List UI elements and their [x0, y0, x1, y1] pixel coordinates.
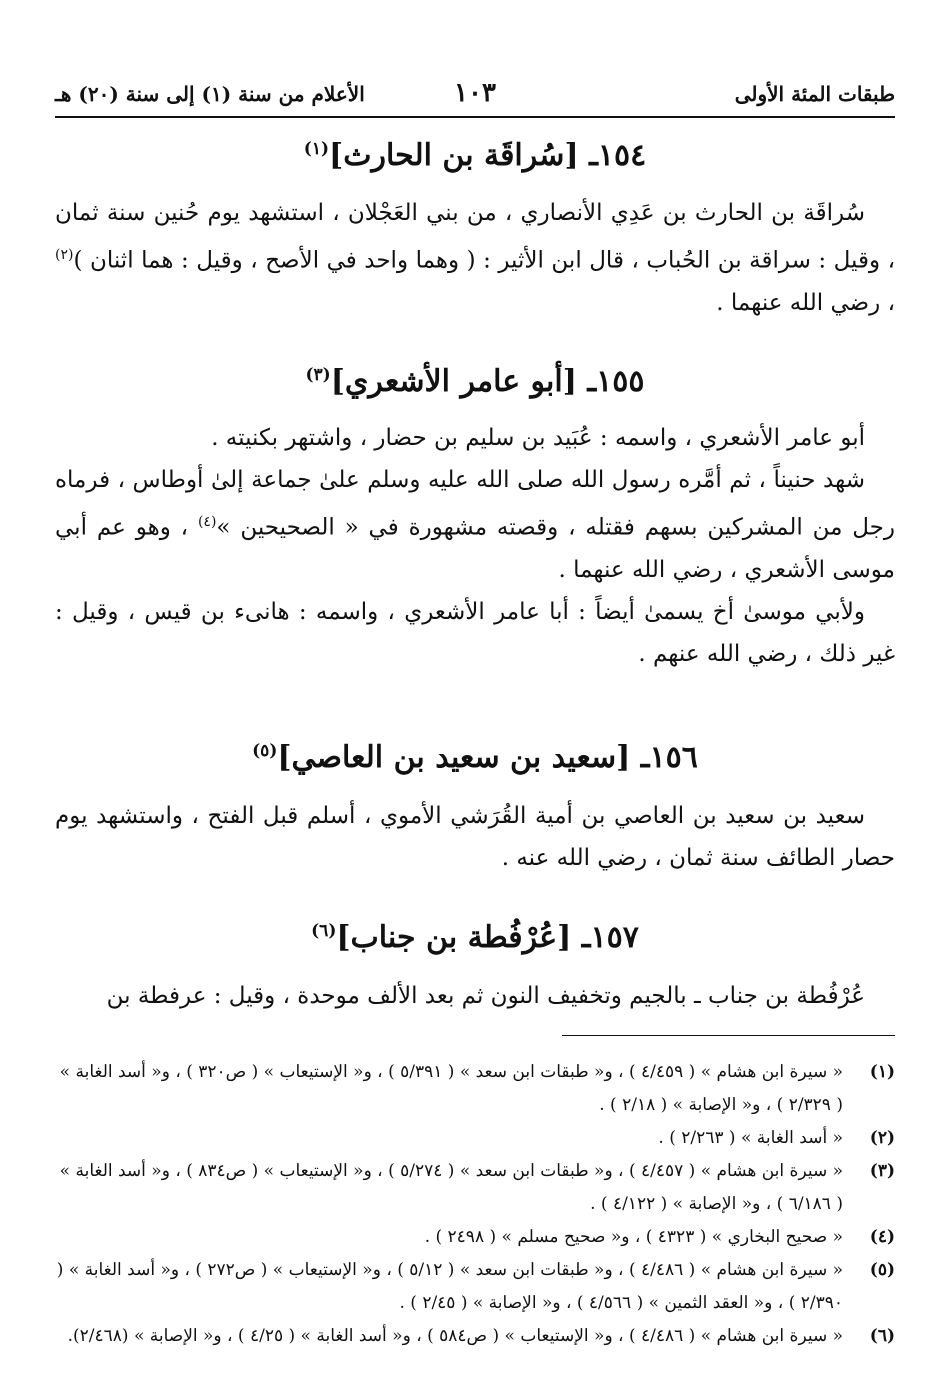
- paragraph: سعيد بن سعيد بن العاصي بن أمية القُرَشي الأموي ، أسلم قبل الفتح ، واستشهد يوم حصار الطائف سنة ثمان ، رضي الله عنه .: [55, 803, 895, 871]
- paragraph: شهد حنيناً ، ثم أمَّره رسول الله صلى الله عليه وسلم علىٰ جماعة إلىٰ أوطاس ، فرماه رجل من المشركين بسهم فقتله ، وقصته مشهورة في « الصحيحين »$^{(٤)}$ ، وهو عم أبي موسى الأشعري ، رضي الله عنهما .: [55, 467, 895, 583]
- footnote-number: (١): [869, 1062, 895, 1082]
- entry-title: ١٥٧ـ [عُرْفُطة بن جناب]$^{(٦)}$: [311, 920, 639, 955]
- footnote-rule: [562, 1035, 895, 1036]
- footnote: [55, 1320, 895, 1353]
- page-number: ١٠٣: [454, 78, 496, 108]
- footnotes: [55, 1056, 895, 1353]
- footnote-ref: (٢): [55, 247, 74, 263]
- footnote-ref: (٦): [311, 921, 337, 941]
- footnote: [55, 1254, 895, 1320]
- entry-body: [55, 975, 895, 1017]
- header-rule: [55, 116, 895, 118]
- paragraph: أبو عامر الأشعري ، واسمه : عُبَيد بن سليم بن حضار ، واشتهر بكنيته .: [211, 425, 865, 451]
- footnote-ref: (١): [303, 139, 330, 159]
- footnote-text: « سيرة ابن هشام » ( ٤/٤٥٧ ) ، و« طبقات ابن سعد » ( ٥/٢٧٤ ) ، و« الإستيعاب » ( ص٨٣٤ ) ، و« أسد الغابة » ( ٦/١٨٦ ) ، و« الإصابة » ( ٤/١٢٢ ) .: [59, 1161, 843, 1214]
- footnote-number: (٢): [869, 1128, 895, 1148]
- footnote-text: « أسد الغابة » ( ٢/٢٦٣ ) .: [658, 1128, 843, 1148]
- footnote-text: « سيرة ابن هشام » ( ٤/٤٨٦ ) ، و« الإستيعاب » ( ص٥٨٤ ) ، و« أسد الغابة » ( ٤/٢٥ ) ، و« الإصابة » (٢/٤٦٨).: [67, 1326, 843, 1346]
- footnote-number: (٥): [869, 1260, 895, 1280]
- entry-body: [55, 795, 895, 879]
- footnote-text: « صحيح البخاري » ( ٤٣٢٣ ) ، و« صحيح مسلم » ( ٢٤٩٨ ) .: [424, 1227, 843, 1247]
- footnote-number: (٦): [869, 1326, 895, 1346]
- footnote: [55, 1122, 895, 1155]
- footnote-ref: (٣): [305, 365, 331, 385]
- entry-body: [55, 192, 895, 324]
- footnote-text: « سيرة ابن هشام » ( ٤/٤٥٩ ) ، و« طبقات ابن سعد » ( ٥/٣٩١ ) ، و« الإستيعاب » ( ص٣٢٠ ) ، و« أسد الغابة » ( ٢/٣٢٩ ) ، و« الإصابة » ( ٢/١٨ ) .: [59, 1062, 843, 1115]
- book-title: طبقات المئة الأولى: [734, 82, 895, 106]
- entry-title: ١٥٦ـ [سعيد بن سعيد بن العاصي]$^{(٥)}$: [252, 740, 698, 775]
- footnote-ref: (٤): [197, 514, 217, 530]
- volume-range: الأعلام من سنة (١) إلى سنة (٢٠) هـ: [55, 82, 365, 106]
- footnote-text: « سيرة ابن هشام » ( ٤/٤٨٦ ) ، و« طبقات ابن سعد » ( ٥/١٢ ) ، و« الإستيعاب » ( ص٢٧٢ ) ، و« أسد الغابة » ( ٢/٣٩٠ ) ، و« العقد الثمين » ( ٤/٥٦٦ ) ، و« الإصابة » ( ٢/٤٥ ) .: [56, 1260, 843, 1313]
- footnote-number: (٣): [869, 1161, 895, 1181]
- entry-body: [55, 417, 895, 675]
- paragraph: ولأبي موسىٰ أخ يسمىٰ أيضاً : أبا عامر الأشعري ، واسمه : هانىء بن قيس ، وقيل : غير ذلك ، رضي الله عنهم .: [55, 598, 895, 667]
- footnote: [55, 1221, 895, 1254]
- entry-title: ١٥٥ـ [أبو عامر الأشعري]$^{(٣)}$: [305, 364, 645, 399]
- footnote-number: (٤): [869, 1227, 895, 1247]
- footnote-ref: (٥): [252, 741, 278, 761]
- running-header: [55, 78, 895, 112]
- paragraph: عُرْفُطة بن جناب ـ بالجيم وتخفيف النون ثم بعد الألف موحدة ، وقيل : عرفطة بن: [106, 983, 865, 1009]
- paragraph: سُراقَة بن الحارث بن عَدِي الأنصاري ، من بني العَجْلان ، استشهد يوم حُنين سنة ثمان ، وقيل : سراقة بن الحُباب ، قال ابن الأثير : ( وهما واحد في الأصح ، وقيل : هما اثنان )$^{(٢)}$ ، رضي الله عنهما .: [55, 200, 895, 316]
- footnote: [55, 1155, 895, 1221]
- entry-title: ١٥٤ـ [سُراقَة بن الحارث]$^{(١)}$: [303, 138, 647, 173]
- footnote: [55, 1056, 895, 1122]
